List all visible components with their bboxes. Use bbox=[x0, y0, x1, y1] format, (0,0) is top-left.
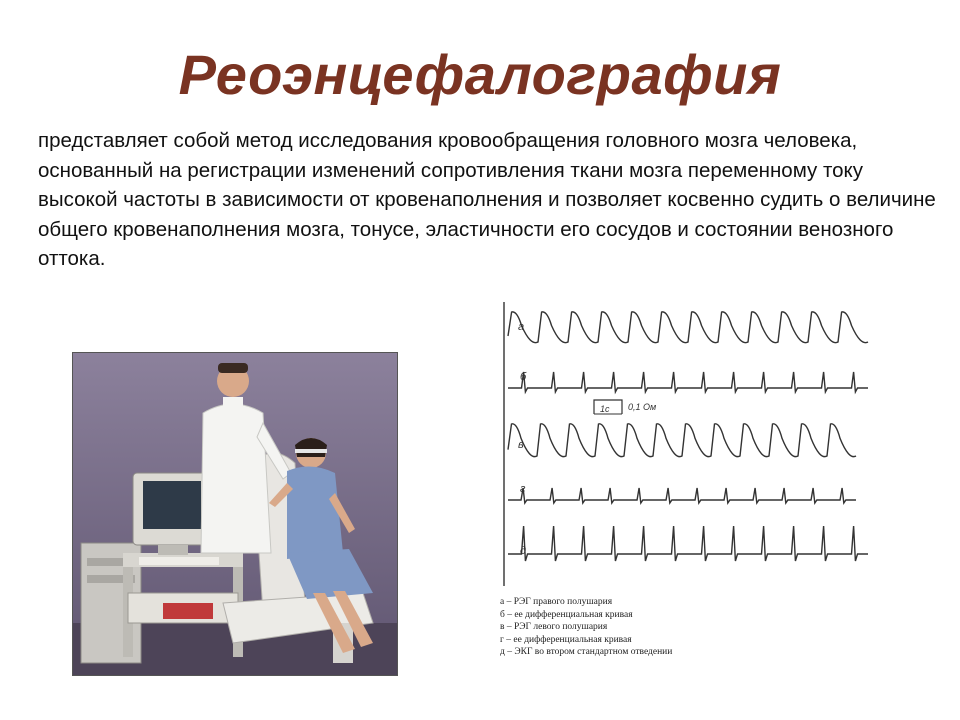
legend-item-v: в – РЭГ левого полушария bbox=[500, 622, 608, 633]
reg-right-hemisphere-trace bbox=[508, 312, 868, 343]
trace-label-b: б bbox=[520, 371, 527, 383]
legend-item-a: а – РЭГ правого полушария bbox=[500, 597, 613, 607]
figure-legend bbox=[500, 596, 760, 659]
differential-curve-1-trace bbox=[508, 372, 868, 392]
rheoencephalogram-traces bbox=[496, 296, 876, 586]
legend-item-g: г – ее дифференциальная кривая bbox=[500, 634, 632, 645]
reg-left-hemisphere-trace bbox=[508, 424, 856, 457]
trace-label-a: а bbox=[518, 321, 525, 333]
calibration-resistance: 0,1 Ом bbox=[628, 402, 657, 412]
trace-label-g: г bbox=[520, 483, 526, 495]
trace-label-d: д bbox=[520, 545, 527, 557]
legend-item-d: д – ЭКГ во втором стандартном отведении bbox=[500, 647, 673, 658]
description-text: представляет собой метод исследования кровообращения головного мозга человека, основанный на регистрации изменений сопротивления ткани мозга переменному току высокой частоты в зависимости от кровенаполнения и позволяет косвенно судить о величине общего кровенаполнения мозга, тонусе, эластичности его сосудов и состоянии венозного оттока. bbox=[38, 129, 936, 270]
calibration-time: 1с bbox=[600, 404, 610, 414]
legend-item-b: б – ее дифференциальная кривая bbox=[500, 609, 633, 620]
trace-label-v: в bbox=[518, 439, 524, 451]
ecg-trace bbox=[508, 526, 868, 561]
procedure-photo bbox=[72, 352, 398, 676]
procedure-illustration bbox=[73, 353, 397, 675]
differential-curve-2-trace bbox=[508, 488, 856, 503]
page-title: Реоэнцефалография bbox=[178, 43, 782, 106]
